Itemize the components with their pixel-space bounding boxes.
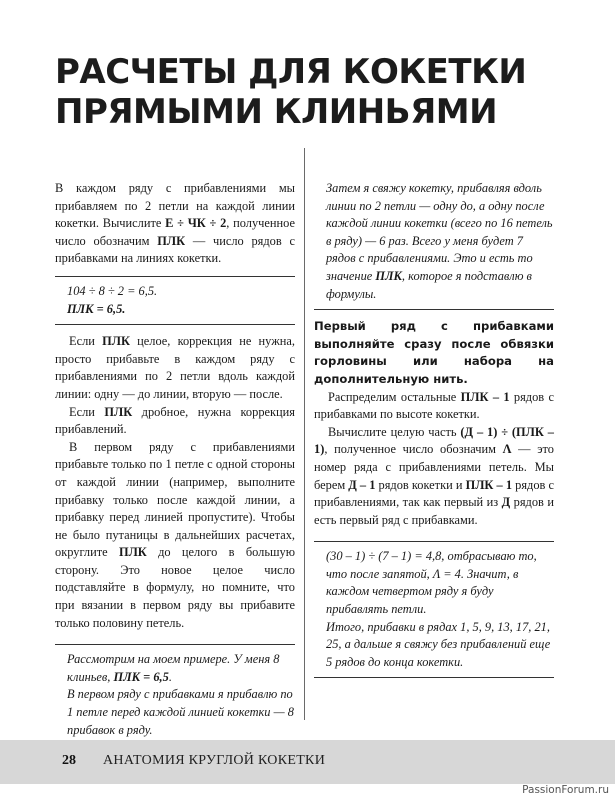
example-box — [55, 644, 295, 746]
lambda-example-box — [314, 541, 554, 678]
title-line-1: РАСЧЕТЫ ДЛЯ КОКЕТКИ — [55, 52, 527, 92]
lambda-paragraph: Вычислите целую часть (Д – 1) ÷ (ПЛК – 1), полученное число обозначим Λ — это номер ряда с прибавлениями петель. Мы берем Д – 1 рядов кокетки и ПЛК – 1 рядов с прибавлениями, так как первый из Д рядов и есть первый ряд с прибавками. — [314, 424, 554, 527]
lambda-example-line-1: (30 – 1) ÷ (7 – 1) = 4,8, отбрасываю то, что после запятой, Λ = 4. Значит, в каждом четвертом ряду я буду прибавлять петли. — [326, 549, 537, 617]
watermark: PassionForum.ru — [522, 784, 609, 796]
left-column — [55, 180, 295, 746]
example-line-2: В первом ряду с прибавками я прибавлю по 1 петле перед каждой линией кокетки — 8 прибавок в ряду. — [67, 687, 294, 737]
continuation-text: Затем я свяжу кокетку, прибавляя вдоль линии по 2 петли — одну до, а одну после каждой линии кокетки (всего по 16 петель в ряду) — 6 раз. Всего у меня будет 7 рядов с прибавлениями. Это и есть то значение ПЛК, которое я подставлю в формулы. — [326, 181, 553, 301]
continuation-box — [314, 180, 554, 310]
lead-paragraph: Первый ряд с прибавками выполняйте сразу после обвязки горловины или набора на дополнительную нить. — [314, 319, 554, 386]
column-divider — [304, 148, 305, 720]
integer-plk-paragraph: Если ПЛК целое, коррекция не нужна, просто прибавьте в каждом ряду с прибавлениями по 2 петли вдоль каждой линии: одну — до линии, вторую — после. — [55, 334, 295, 401]
page-number: 28 — [62, 753, 76, 768]
distribute-paragraph: Распределим остальные ПЛК – 1 рядов с прибавками по высоте кокетки. — [314, 389, 554, 422]
formula-e-chk: Е ÷ ЧК ÷ 2 — [165, 216, 227, 231]
calc-line-1: 104 ÷ 8 ÷ 2 = 6,5. — [67, 283, 158, 298]
right-column — [314, 180, 554, 678]
fraction-plk-paragraph: Если ПЛК дробное, нужна коррекция прибавлений. — [55, 404, 295, 437]
running-head: АНАТОМИЯ КРУГЛОЙ КОКЕТКИ — [103, 753, 326, 768]
lambda-example-line-2: Итого, прибавки в рядах 1, 5, 9, 13, 17, 21, 25, а дальше я свяжу без прибавлений еще 5 рядов до конца кокетки. — [326, 619, 551, 669]
example-line-1: Рассмотрим на моем примере. У меня 8 клиньев, ПЛК = 6,5. — [67, 652, 280, 684]
intro-paragraph: В каждом ряду с прибавлениями мы прибавляем по 2 петли на каждой линии кокетки. Вычислите Е ÷ ЧК ÷ 2, полученное число обозначим ПЛК — число рядов с прибавками на линиях кокетки. — [55, 181, 296, 266]
calc-line-2: ПЛК = 6,5. — [67, 301, 126, 316]
page-title — [55, 52, 585, 132]
title-line-2: ПРЯМЫМИ КЛИНЬЯМИ — [55, 92, 498, 132]
calculation-box — [55, 276, 295, 325]
first-row-paragraph: В первом ряду с прибавлениями прибавьте только по 1 петле с одной стороны от каждой линии (например, выполните прибавку только после каждой линии, а прибавку перед линией пропустите). Чтобы не было путаницы в дальнейших расчетах, округлите ПЛК до целого в большую сторону. Это новое целое число подставляйте в формулу, но помните, что при вязании в первом ряду вы прибавите только половину петель. — [55, 439, 295, 630]
